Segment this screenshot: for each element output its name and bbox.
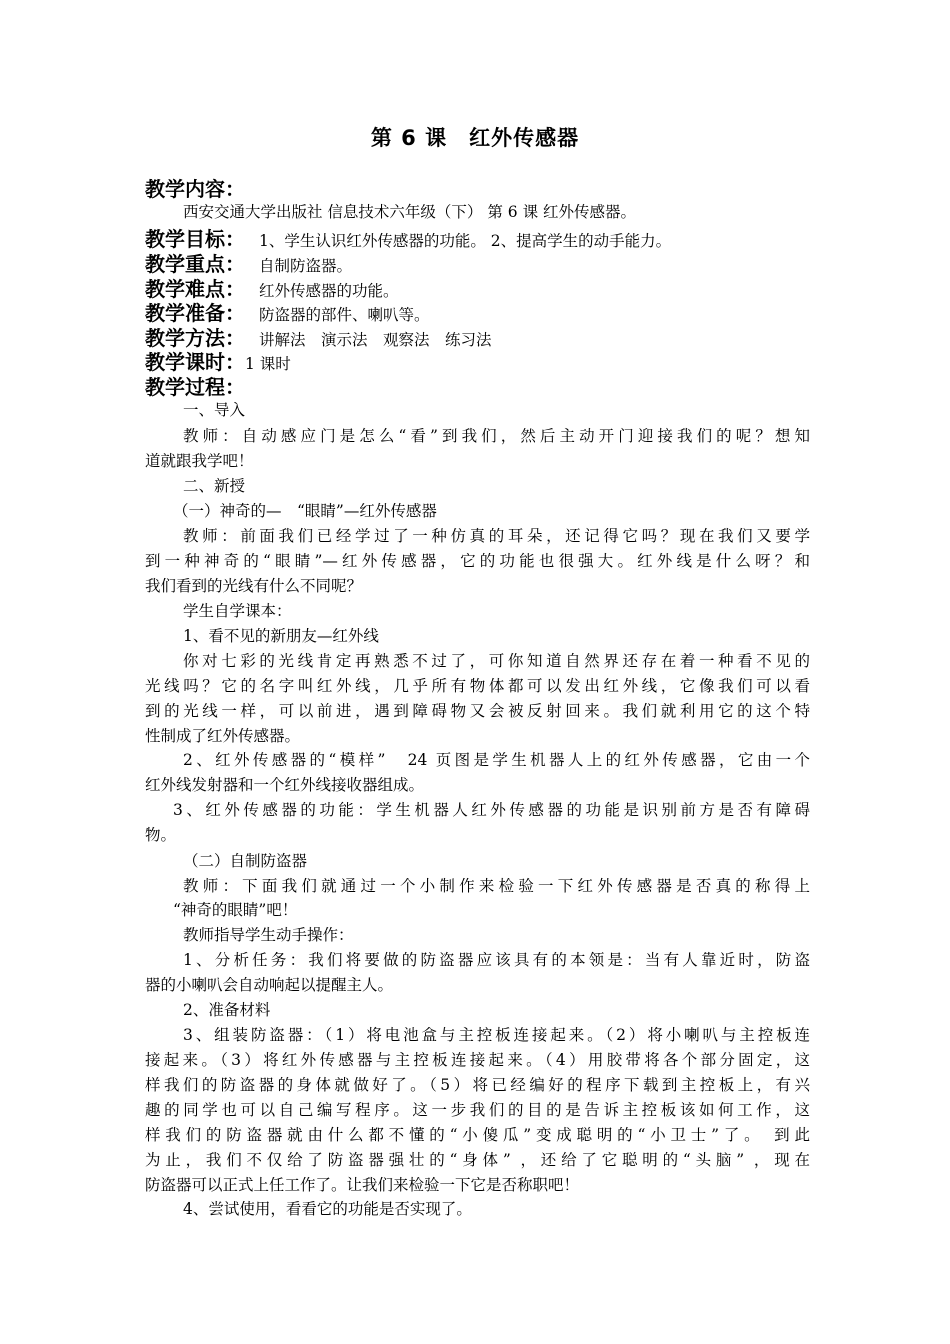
- field-prep: [145, 300, 810, 326]
- paragraph-line: 物。: [145, 826, 177, 844]
- paragraph-line: 样我们的防盗器就由什么都不懂的“小傻瓜”变成聪明的“小卫士”了。 到此: [145, 1126, 810, 1144]
- paragraph-line: 到的光线一样，可以前进，遇到障碍物又会被反射回来。我们就利用它的这个特: [145, 702, 810, 720]
- paragraph-line: 教师：前面我们已经学过了一种仿真的耳朵，还记得它吗？现在我们又要学: [183, 527, 810, 545]
- field-content-value: 西安交通大学出版社 信息技术六年级（下） 第 6 课 红外传感器。: [183, 203, 636, 221]
- field-method: [145, 325, 810, 351]
- paragraph-line: 样我们的防盗器的身体就做好了。（5）将已经编好的程序下载到主控板上，有兴: [145, 1076, 810, 1094]
- field-process: [145, 374, 810, 400]
- paragraph-line: 1、看不见的新朋友—红外线: [183, 627, 379, 645]
- subsection-heading: （一）神奇的— “眼睛”—红外传感器: [173, 502, 437, 520]
- paragraph-line: 光线吗？它的名字叫红外线，几乎所有物体都可以发出红外线，它像我们可以看: [145, 677, 810, 695]
- section-heading: 二、新授: [183, 477, 246, 495]
- field-difficulty-value: 红外传感器的功能。: [259, 282, 399, 300]
- paragraph-line: 3、组装防盗器：（1）将电池盒与主控板连接起来。（2）将小喇叭与主控板连: [183, 1026, 810, 1044]
- field-difficulty: [145, 276, 810, 302]
- paragraph-line: 教师：自动感应门是怎么“看”到我们，然后主动开门迎接我们的呢？想知: [183, 427, 810, 445]
- field-key-label: 教学重点：: [145, 252, 245, 276]
- paragraph-line: 红外线发射器和一个红外线接收器组成。: [145, 776, 425, 794]
- paragraph-line: “神奇的眼睛”吧！: [173, 901, 298, 919]
- field-process-label: 教学过程：: [145, 375, 245, 399]
- paragraph-line: 2、准备材料: [183, 1001, 271, 1019]
- paragraph-line: 学生自学课本：: [183, 602, 292, 620]
- paragraph-line: 1、分析任务：我们将要做的防盗器应该具有的本领是：当有人靠近时，防盗: [183, 951, 810, 969]
- section-heading: 一、导入: [183, 401, 246, 419]
- paragraph-line: 你对七彩的光线肯定再熟悉不过了，可你知道自然界还存在着一种看不见的: [183, 652, 810, 670]
- field-hours: [145, 349, 810, 375]
- field-method-label: 教学方法：: [145, 326, 245, 350]
- paragraph-line: 4、尝试使用，看看它的功能是否实现了。: [183, 1200, 472, 1218]
- paragraph-line: 到一种神奇的“眼睛”—红外传感器，它的功能也很强大。红外线是什么呀？和: [145, 552, 810, 570]
- paragraph-line: 为止，我们不仅给了防盗器强壮的“身体” ，还给了它聪明的“头脑” ，现在: [145, 1151, 810, 1169]
- paragraph-line: 接起来。（3）将红外传感器与主控板连接起来。（4）用胶带将各个部分固定，这: [145, 1051, 810, 1069]
- field-goal-value: 1、学生认识红外传感器的功能。 2、提高学生的动手能力。: [259, 232, 672, 250]
- field-key: [145, 251, 810, 277]
- field-prep-value: 防盗器的部件、喇叭等。: [259, 306, 430, 324]
- paragraph-line: 教师指导学生动手操作：: [183, 926, 354, 944]
- field-goal-label: 教学目标：: [145, 227, 245, 251]
- field-hours-label: 教学课时：: [145, 350, 245, 374]
- field-prep-label: 教学准备：: [145, 301, 245, 325]
- lesson-title: 第 6 课 红外传感器: [370, 126, 580, 150]
- paragraph-line: 我们看到的光线有什么不同呢？: [145, 577, 363, 595]
- subsection-heading: （二）自制防盗器: [183, 852, 308, 870]
- paragraph-line: 2、红外传感器的“模样” 24 页图是学生机器人上的红外传感器，它由一个: [183, 751, 810, 769]
- paragraph-line: 趣的同学也可以自己编写程序。这一步我们的目的是告诉主控板该如何工作，这: [145, 1101, 810, 1119]
- paragraph-line: 3、红外传感器的功能：学生机器人红外传感器的功能是识别前方是否有障碍: [173, 801, 810, 819]
- field-content: [145, 176, 810, 202]
- paragraph-line: 教师：下面我们就通过一个小制作来检验一下红外传感器是否真的称得上: [183, 877, 810, 895]
- paragraph-line: 防盗器可以正式上任工作了。让我们来检验一下它是否称职吧！: [145, 1176, 580, 1194]
- field-content-label: 教学内容：: [145, 177, 245, 201]
- paragraph-line: 器的小喇叭会自动响起以提醒主人。: [145, 976, 394, 994]
- field-method-value: 讲解法 演示法 观察法 练习法: [259, 331, 492, 349]
- field-hours-value: 1 课时: [245, 355, 291, 373]
- paragraph-line: 道就跟我学吧！: [145, 452, 254, 470]
- field-key-value: 自制防盗器。: [259, 257, 353, 275]
- field-goal: [145, 226, 810, 252]
- field-difficulty-label: 教学难点：: [145, 277, 245, 301]
- paragraph-line: 性制成了红外传感器。: [145, 727, 301, 745]
